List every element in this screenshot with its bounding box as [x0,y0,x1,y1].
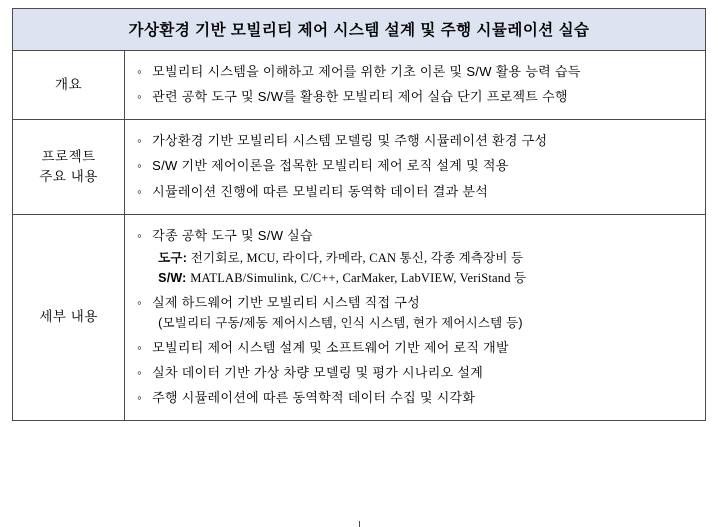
list-item-text: 실제 하드웨어 기반 모빌리티 시스템 직접 구성 [152,294,420,310]
list-item-text: 모빌리티 제어 시스템 설계 및 소프트웨어 기반 제어 로직 개발 [152,339,509,355]
list-item [135,338,699,358]
list-item-text: 실차 데이터 기반 가상 차량 모델링 및 평가 시나리오 설계 [152,365,484,381]
row-label-line-2: 주요 내용 [39,168,98,184]
list-item-text: 관련 공학 도구 및 S/W를 활용한 모빌리티 제어 실습 단기 프로젝트 수행 [152,89,568,105]
sub-line-group [152,248,699,288]
sub-line-software [152,268,699,288]
sub-line-key: S/W: [158,270,187,285]
bullet-list-project-main [135,131,699,201]
list-item-text: S/W 기반 제어이론을 접목한 모빌리티 제어 로직 설계 및 적용 [152,158,509,174]
course-outline-table [12,8,706,421]
list-item [135,226,699,288]
bullet-list-overview [135,62,699,107]
row-label-line-1: 프로젝트 [41,148,96,164]
list-item [135,87,699,107]
list-item-text: 각종 공학 도구 및 S/W 실습 [152,227,313,243]
list-item-text: 가상환경 기반 모빌리티 시스템 모델링 및 주행 시뮬레이션 환경 구성 [152,133,548,149]
list-item [135,131,699,151]
table-row-overview [13,51,706,120]
row-label-details: 세부 내용 [13,214,125,421]
list-item-text: 시뮬레이션 진행에 따른 모빌리티 동역학 데이터 결과 분석 [152,183,489,199]
bullet-list-details [135,226,699,409]
row-content-project-main [125,120,706,214]
list-item-text: 모빌리티 시스템을 이해하고 제어를 위한 기초 이론 및 S/W 활용 능력 습득 [152,64,581,79]
list-item-note: (모빌리티 구동/제동 제어시스템, 인식 시스템, 현가 제어시스템 등) [158,315,523,330]
list-item-text: 주행 시뮬레이션에 따른 동역학적 데이터 수집 및 시각화 [152,390,476,406]
table-row-details [13,214,706,421]
list-item [135,62,699,82]
row-label-project-main [13,120,125,214]
sub-line-key: 도구: [158,250,188,265]
sub-line-value: 전기회로, MCU, 라이다, 카메라, CAN 통신, 각종 계측장비 등 [190,250,524,265]
list-item [135,156,699,176]
row-label-overview: 개요 [13,51,125,120]
sub-line-tools [152,248,699,268]
row-content-overview [125,51,706,120]
document-title: 가상환경 기반 모빌리티 제어 시스템 설계 및 주행 시뮬레이션 실습 [13,9,706,51]
list-item [135,363,699,383]
list-item [135,388,699,408]
list-item [135,182,699,202]
row-content-details [125,214,706,421]
table-row-title [13,9,706,51]
table-row-project-main [13,120,706,214]
table-bottom-divider [359,521,360,527]
sub-line-value: MATLAB/Simulink, C/C++, CarMaker, LabVIEW, VeriStand 등 [190,270,527,285]
list-item [135,293,699,333]
